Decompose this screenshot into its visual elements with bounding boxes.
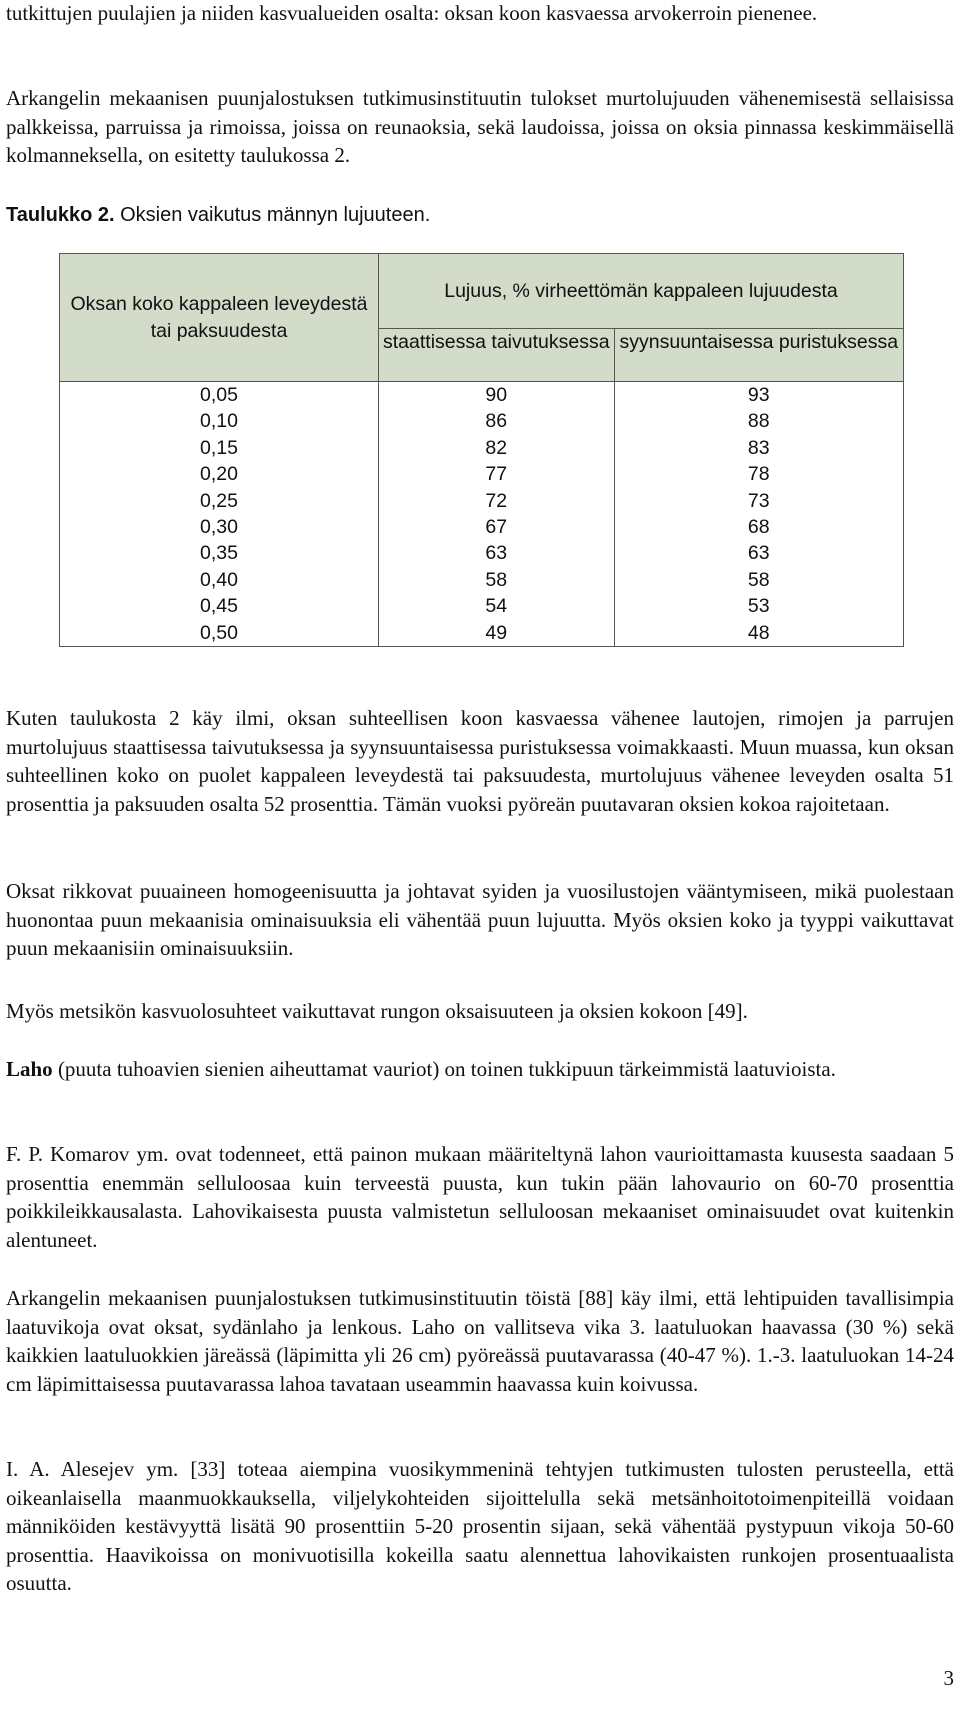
static-bending-cell: 58 (379, 567, 615, 593)
knot-size-cell: 0,50 (60, 620, 379, 647)
table-caption-text: Oksien vaikutus männyn lujuuteen. (114, 204, 431, 226)
static-bending-cell: 86 (379, 408, 615, 434)
paragraph-growth-conditions: Myös metsikön kasvuolosuhteet vaikuttavat rungon oksaisuuteen ja oksien kokoon [49]. (6, 999, 748, 1023)
knot-size-cell: 0,05 (60, 382, 379, 409)
table-row (60, 382, 904, 409)
static-bending-cell: 63 (379, 540, 615, 566)
col-header-static-bending: staattisessa taivutuksessa (379, 329, 615, 382)
table-row (60, 488, 904, 514)
compression-cell: 73 (747, 489, 770, 512)
compression-cell: 78 (747, 463, 770, 486)
compression-cell: 53 (747, 595, 770, 618)
table-row (60, 567, 904, 593)
page-number: 3 (943, 1666, 954, 1690)
static-bending-cell: 90 (379, 382, 615, 409)
paragraph-komarov: F. P. Komarov ym. ovat todenneet, että painon mukaan määriteltynä lahon vaurioittamasta kuusesta saadaan 5 prosenttia enemmän selluloosaa kuin terveestä puusta, kun tukin pään lahovaurio on 60-70 prosenttia poikkileikkausalasta. Lahovikaisesta puusta valmistetun selluloosan mekaaniset ominaisuudet ovat kuitenkin alentuneet. (6, 1142, 954, 1252)
paragraph-arkhangelsk-study: Arkangelin mekaanisen puunjalostuksen tutkimusinstituutin töistä [88] käy ilmi, että lehtipuiden tavallisimpia laatuvikoja ovat oksat, sydänlaho ja lenkous. Laho on vallitseva vika 3. laatuluokan haavassa (30 %) sekä kaikkien laatuluokkien järeässä (läpimitta yli 26 cm) pyöreässä puutavarassa (40-47 %). 1.-3. laatuluokan 14-24 cm läpimittaisessa puutavarassa lahoa tavataan useammin haavassa kuin koivussa. (6, 1286, 954, 1396)
table-row (60, 540, 904, 566)
compression-cell: 88 (747, 410, 770, 433)
static-bending-cell: 67 (379, 514, 615, 540)
compression-cell: 93 (747, 384, 770, 406)
static-bending-cell: 77 (379, 461, 615, 487)
static-bending-cell: 72 (379, 488, 615, 514)
knot-size-cell: 0,25 (60, 488, 379, 514)
table-caption-label: Taulukko 2. (6, 204, 115, 226)
static-bending-cell: 54 (379, 593, 615, 619)
compression-cell: 58 (747, 568, 770, 591)
static-bending-cell: 49 (379, 620, 615, 647)
col-header-knot-size: Oksan koko kappaleen leveydestä tai paksuudesta (60, 254, 379, 382)
col-header-compression: syynsuuntaisessa puristuksessa (614, 329, 903, 382)
paragraph-table-analysis: Kuten taulukosta 2 käy ilmi, oksan suhteellisen koon kasvaessa vähenee lautojen, rimojen ja parrujen murtolujuus staattisessa taivutuksessa ja syynsuuntaisessa puristuksessa voimakkaasti. Muun muassa, kun oksan suhteellinen koko on puolet kappaleen leveydestä tai paksuudesta, murtolujuus vähenee leveyden osalta 51 prosenttia ja paksuuden osalta 52 prosenttia. Tämän vuoksi pyöreän puutavaran oksien kokoa rajoitetaan. (6, 706, 954, 816)
table-row (60, 620, 904, 647)
table-row (60, 593, 904, 619)
knot-size-cell: 0,30 (60, 514, 379, 540)
table-caption (6, 203, 430, 227)
compression-cell: 83 (747, 436, 770, 459)
paragraph-rot-definition (6, 1055, 954, 1084)
intro-paragraph: tutkittujen puulajien ja niiden kasvualueiden osalta: oksan koon kasvaessa arvokerroin pienenee. (6, 1, 818, 25)
compression-cell: 63 (747, 542, 770, 565)
table-row (60, 461, 904, 487)
knot-size-cell: 0,10 (60, 408, 379, 434)
compression-cell: 68 (747, 516, 770, 539)
knot-size-cell: 0,20 (60, 461, 379, 487)
compression-cell: 48 (747, 621, 770, 644)
paragraph-alesejev: I. A. Alesejev ym. [33] toteaa aiempina vuosikymmeninä tehtyjen tutkimusten tulosten perusteella, että oikeanlaisella maanmuokkauksella, viljelykohteiden sijoittelulla sekä metsänhoitotoimenpiteillä voidaan männiköiden kestävyyttä lisätä 90 prosenttiin 5-20 prosentin sijaan, sekä vähentää pystypuun vikoja 50-60 prosenttia. Haavikoissa on monivuotisilla kokeilla saatu alennettua lahovikaisten runkojen prosentuaalista osuutta. (6, 1457, 954, 1595)
knot-size-cell: 0,15 (60, 435, 379, 461)
paragraph-knots-homogeneity: Oksat rikkovat puuaineen homogeenisuutta ja johtavat syiden ja vuosilustojen vääntymiseen, mikä puolestaan huonontaa puun mekaanisia ominaisuuksia eli vähentää puun lujuutta. Myös oksien koko ja tyyppi vaikuttavat puun mekaanisiin ominaisuuksiin. (6, 879, 954, 960)
table-row (60, 435, 904, 461)
knot-strength-table (59, 253, 904, 647)
knot-size-cell: 0,35 (60, 540, 379, 566)
knot-size-cell: 0,45 (60, 593, 379, 619)
rot-term: Laho (6, 1057, 53, 1081)
rot-definition-text: (puuta tuhoavien sienien aiheuttamat vauriot) on toinen tukkipuun tärkeimmistä laatuvioista. (52, 1057, 836, 1081)
table-row (60, 514, 904, 540)
table-body (60, 382, 904, 647)
paragraph-strength-results: Arkangelin mekaanisen puunjalostuksen tutkimusinstituutin tulokset murtolujuuden vähenemisestä sellaisissa palkkeissa, parruissa ja rimoissa, joissa on reunaoksia, sekä laudoissa, joissa on oksia pinnassa keskimmäisellä kolmanneksella, on esitetty taulukossa 2. (6, 86, 954, 167)
group-header-strength: Lujuus, % virheettömän kappaleen lujuudesta (379, 254, 904, 329)
knot-size-cell: 0,40 (60, 567, 379, 593)
static-bending-cell: 82 (379, 435, 615, 461)
table-row (60, 408, 904, 434)
